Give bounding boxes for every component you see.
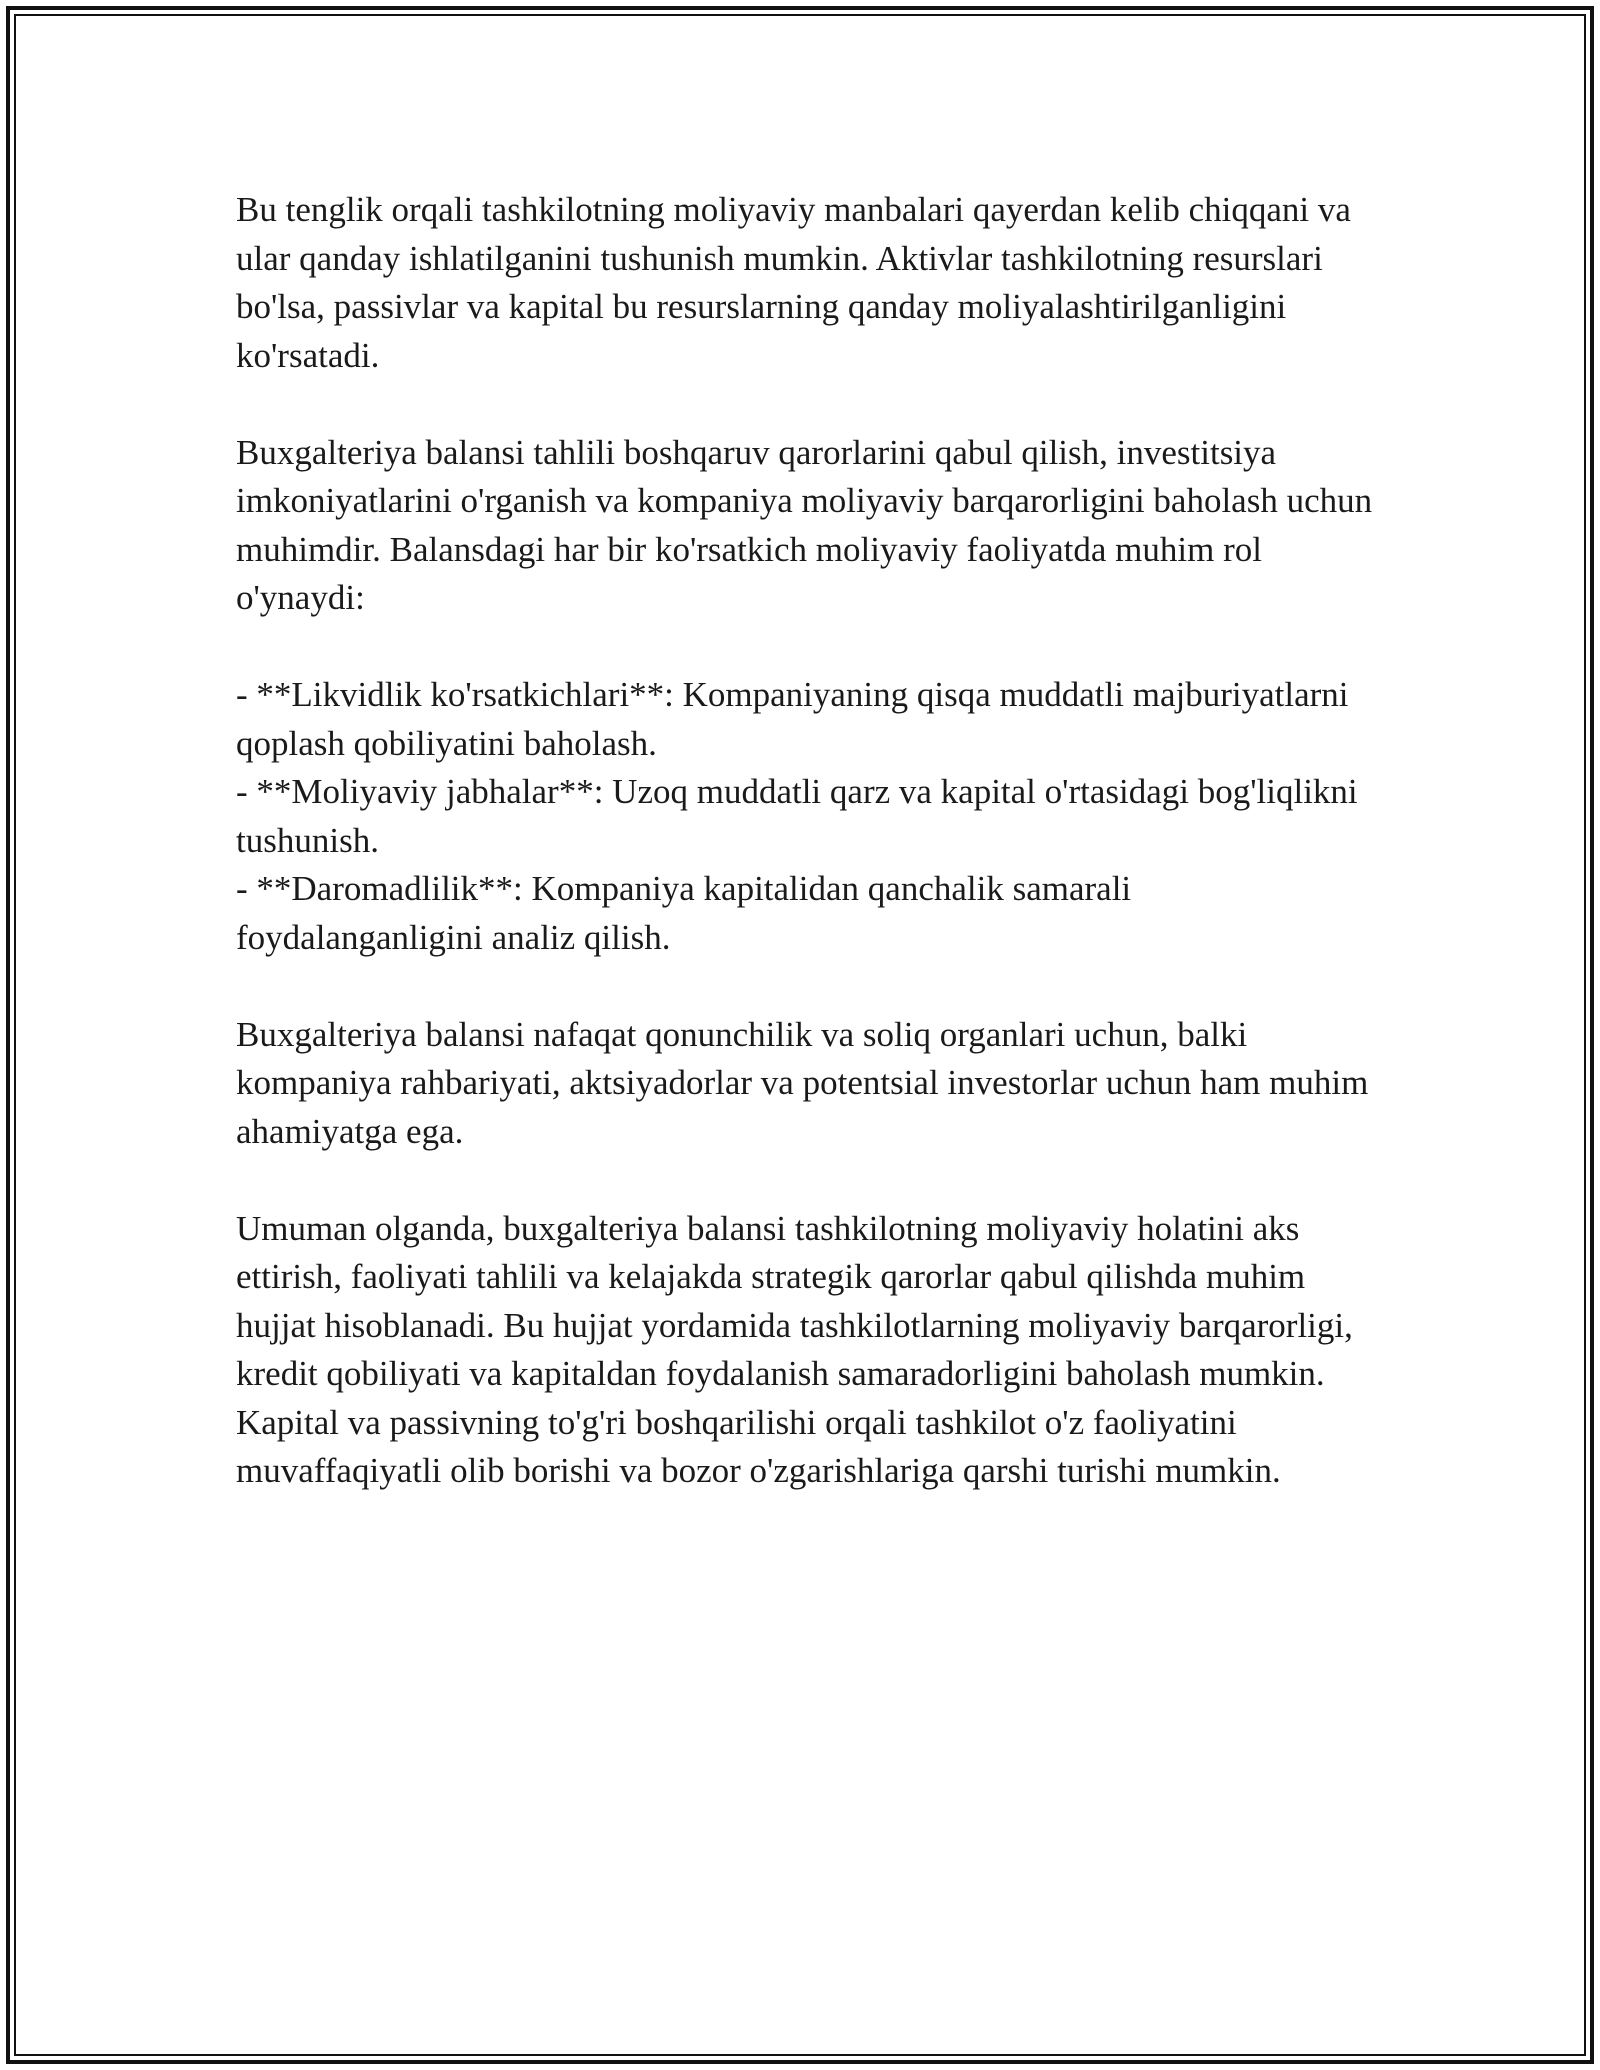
list-item-financial-leverage: - **Moliyaviy jabhalar**: Uzoq muddatli qarz va kapital o'rtasidagi bog'liqlikni tushunish. <box>236 772 1358 860</box>
paragraph-balance-analysis: Buxgalteriya balansi tahlili boshqaruv qarorlarini qabul qilish, investitsiya imkoniyatlarini o'rganish va kompaniya moliyaviy barqarorligini baholash uchun muhimdir. Balansdagi har bir ko'rsatkich moliyaviy faoliyatda muhim rol o'ynaydi: <box>236 432 1373 617</box>
paragraph-equation-meaning: Bu tenglik orqali tashkilotning moliyaviy manbalari qayerdan kelib chiqqani va ular qanday ishlatilganini tushunish mumkin. Aktivlar tashkilotning resurslari bo'lsa, passivlar va kapital bu resurslarning qanday moliyalashtirilganligini ko'rsatadi. <box>236 190 1351 375</box>
paragraph-conclusion: Umuman olganda, buxgalteriya balansi tashkilotning moliyaviy holatini aks ettirish, faoliyati tahlili va kelajakda strategik qarorlar qabul qilishda muhim hujjat hisoblanadi. Bu hujjat yordamida tashkilotlarning moliyaviy barqarorligi, kredit qobiliyati va kapitaldan foydalanish samaradorligini baholash mumkin. Kapital va passivning to'g'ri boshqarilishi orqali tashkilot o'z faoliyatini muvaffaqiyatli olib borishi va bozor o'zgarishlariga qarshi turishi mumkin. <box>236 1208 1353 1490</box>
indicator-list <box>236 671 1376 962</box>
paragraph-stakeholders: Buxgalteriya balansi nafaqat qonunchilik va soliq organlari uchun, balki kompaniya rahbariyati, aktsiyadorlar va potentsial investorlar uchun ham muhim ahamiyatga ega. <box>236 1014 1369 1151</box>
document-body <box>236 186 1376 1544</box>
list-item-liquidity: - **Likvidlik ko'rsatkichlari**: Kompaniyaning qisqa muddatli majburiyatlarni qoplash qobiliyatini baholash. <box>236 675 1349 763</box>
list-item-profitability: - **Daromadlilik**: Kompaniya kapitalidan qanchalik samarali foydalanganligini analiz qilish. <box>236 869 1132 957</box>
